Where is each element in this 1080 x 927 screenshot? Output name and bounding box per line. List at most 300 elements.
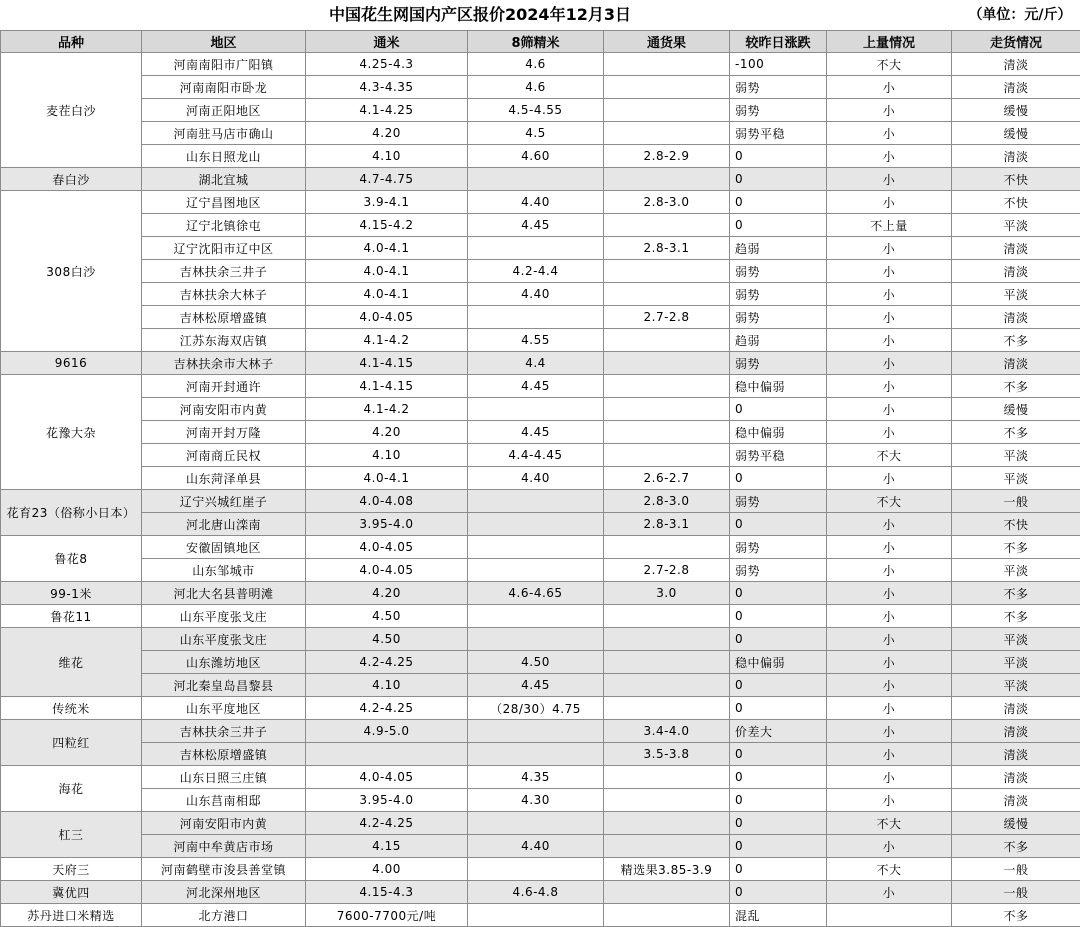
- region-cell: 吉林松原增盛镇: [142, 306, 306, 329]
- column-header: 通货果: [604, 31, 730, 53]
- tongmi-cell: 4.1-4.2: [306, 329, 468, 352]
- change-cell: -100: [730, 53, 827, 76]
- trade-cell: 清淡: [952, 76, 1080, 99]
- supply-cell: 小: [827, 329, 952, 352]
- tongmi-cell: 4.0-4.05: [306, 559, 468, 582]
- title-bar: [0, 0, 1080, 30]
- change-cell: 0: [730, 858, 827, 881]
- change-cell: 趋弱: [730, 237, 827, 260]
- jingmi8-cell: 4.4: [468, 352, 604, 375]
- region-cell: 吉林扶余三井子: [142, 260, 306, 283]
- region-cell: 河北深州地区: [142, 881, 306, 904]
- table-row: [1, 651, 1080, 674]
- supply-cell: 小: [827, 122, 952, 145]
- change-cell: 弱势: [730, 260, 827, 283]
- table-row: [1, 421, 1080, 444]
- change-cell: 0: [730, 513, 827, 536]
- variety-cell: 维花: [1, 628, 142, 697]
- table-row: [1, 559, 1080, 582]
- tonghuoguo-cell: 2.8-2.9: [604, 145, 730, 168]
- supply-cell: 不上量: [827, 214, 952, 237]
- tongmi-cell: 4.10: [306, 444, 468, 467]
- tongmi-cell: 4.2-4.25: [306, 651, 468, 674]
- trade-cell: 清淡: [952, 789, 1080, 812]
- tongmi-cell: 4.15-4.2: [306, 214, 468, 237]
- tonghuoguo-cell: [604, 53, 730, 76]
- change-cell: 弱势: [730, 306, 827, 329]
- trade-cell: 平淡: [952, 214, 1080, 237]
- tonghuoguo-cell: [604, 904, 730, 927]
- trade-cell: 缓慢: [952, 398, 1080, 421]
- table-row: [1, 191, 1080, 214]
- trade-cell: 不多: [952, 582, 1080, 605]
- change-cell: 0: [730, 789, 827, 812]
- table-row: [1, 835, 1080, 858]
- table-row: [1, 168, 1080, 191]
- jingmi8-cell: [468, 398, 604, 421]
- variety-cell: 杠三: [1, 812, 142, 858]
- variety-cell: 麦茬白沙: [1, 53, 142, 168]
- tongmi-cell: 4.1-4.15: [306, 352, 468, 375]
- jingmi8-cell: 4.40: [468, 467, 604, 490]
- supply-cell: 小: [827, 467, 952, 490]
- trade-cell: 清淡: [952, 145, 1080, 168]
- change-cell: 0: [730, 214, 827, 237]
- trade-cell: 清淡: [952, 743, 1080, 766]
- region-cell: 河北秦皇岛昌黎县: [142, 674, 306, 697]
- jingmi8-cell: 4.6: [468, 53, 604, 76]
- tongmi-cell: 4.20: [306, 122, 468, 145]
- table-row: [1, 766, 1080, 789]
- tongmi-cell: 7600-7700元/吨: [306, 904, 468, 927]
- tongmi-cell: 4.20: [306, 421, 468, 444]
- jingmi8-cell: 4.40: [468, 283, 604, 306]
- region-cell: 河南南阳市广阳镇: [142, 53, 306, 76]
- table-row: [1, 720, 1080, 743]
- page-title: 中国花生网国内产区报价2024年12月3日: [0, 0, 960, 30]
- jingmi8-cell: [468, 743, 604, 766]
- variety-cell: 苏丹进口米精选: [1, 904, 142, 927]
- variety-cell: 传统米: [1, 697, 142, 720]
- supply-cell: 小: [827, 99, 952, 122]
- jingmi8-cell: [468, 720, 604, 743]
- header-row: [1, 31, 1080, 53]
- supply-cell: 不大: [827, 490, 952, 513]
- tongmi-cell: 4.10: [306, 145, 468, 168]
- tongmi-cell: 4.0-4.1: [306, 260, 468, 283]
- region-cell: 吉林扶余大林子: [142, 283, 306, 306]
- column-header: 较昨日涨跌: [730, 31, 827, 53]
- tongmi-cell: 4.20: [306, 582, 468, 605]
- trade-cell: 缓慢: [952, 812, 1080, 835]
- change-cell: 趋弱: [730, 329, 827, 352]
- tonghuoguo-cell: [604, 352, 730, 375]
- change-cell: 0: [730, 766, 827, 789]
- change-cell: 0: [730, 835, 827, 858]
- jingmi8-cell: [468, 858, 604, 881]
- tongmi-cell: 4.50: [306, 628, 468, 651]
- region-cell: 山东日照龙山: [142, 145, 306, 168]
- tonghuoguo-cell: [604, 628, 730, 651]
- region-cell: 河南开封万隆: [142, 421, 306, 444]
- table-row: [1, 99, 1080, 122]
- jingmi8-cell: 4.2-4.4: [468, 260, 604, 283]
- region-cell: 山东菏泽单县: [142, 467, 306, 490]
- table-row: [1, 145, 1080, 168]
- column-header: 8筛精米: [468, 31, 604, 53]
- supply-cell: 小: [827, 513, 952, 536]
- region-cell: 河南正阳地区: [142, 99, 306, 122]
- change-cell: 弱势: [730, 490, 827, 513]
- variety-cell: 花育23（俗称小日本）: [1, 490, 142, 536]
- column-header: 地区: [142, 31, 306, 53]
- tonghuoguo-cell: [604, 674, 730, 697]
- change-cell: 弱势: [730, 559, 827, 582]
- tongmi-cell: 3.95-4.0: [306, 513, 468, 536]
- region-cell: 山东莒南相邸: [142, 789, 306, 812]
- tonghuoguo-cell: 3.4-4.0: [604, 720, 730, 743]
- region-cell: 湖北宜城: [142, 168, 306, 191]
- tongmi-cell: 3.9-4.1: [306, 191, 468, 214]
- tongmi-cell: 4.2-4.25: [306, 697, 468, 720]
- trade-cell: 平淡: [952, 283, 1080, 306]
- change-cell: 0: [730, 191, 827, 214]
- supply-cell: 小: [827, 536, 952, 559]
- change-cell: 弱势: [730, 536, 827, 559]
- tonghuoguo-cell: [604, 651, 730, 674]
- column-header: 通米: [306, 31, 468, 53]
- region-cell: 山东潍坊地区: [142, 651, 306, 674]
- tongmi-cell: 4.10: [306, 674, 468, 697]
- table-row: [1, 329, 1080, 352]
- trade-cell: 不多: [952, 536, 1080, 559]
- trade-cell: 清淡: [952, 306, 1080, 329]
- region-cell: 安徽固镇地区: [142, 536, 306, 559]
- supply-cell: 小: [827, 651, 952, 674]
- tonghuoguo-cell: [604, 99, 730, 122]
- tonghuoguo-cell: 2.7-2.8: [604, 306, 730, 329]
- trade-cell: 平淡: [952, 444, 1080, 467]
- table-row: [1, 582, 1080, 605]
- region-cell: 江苏东海双店镇: [142, 329, 306, 352]
- tonghuoguo-cell: [604, 789, 730, 812]
- trade-cell: 不快: [952, 191, 1080, 214]
- jingmi8-cell: 4.30: [468, 789, 604, 812]
- change-cell: 0: [730, 812, 827, 835]
- supply-cell: 小: [827, 168, 952, 191]
- jingmi8-cell: [468, 490, 604, 513]
- jingmi8-cell: [468, 513, 604, 536]
- tonghuoguo-cell: [604, 881, 730, 904]
- tongmi-cell: 4.7-4.75: [306, 168, 468, 191]
- region-cell: 河南开封通许: [142, 375, 306, 398]
- supply-cell: 小: [827, 743, 952, 766]
- change-cell: 弱势: [730, 76, 827, 99]
- jingmi8-cell: 4.55: [468, 329, 604, 352]
- supply-cell: 小: [827, 835, 952, 858]
- region-cell: 山东平度张戈庄: [142, 605, 306, 628]
- table-row: [1, 605, 1080, 628]
- jingmi8-cell: 4.6-4.65: [468, 582, 604, 605]
- supply-cell: 小: [827, 766, 952, 789]
- supply-cell: 不大: [827, 53, 952, 76]
- change-cell: 弱势平稳: [730, 444, 827, 467]
- tonghuoguo-cell: 2.8-3.1: [604, 513, 730, 536]
- change-cell: 0: [730, 743, 827, 766]
- jingmi8-cell: 4.40: [468, 835, 604, 858]
- variety-cell: 9616: [1, 352, 142, 375]
- trade-cell: 缓慢: [952, 99, 1080, 122]
- change-cell: 稳中偏弱: [730, 375, 827, 398]
- tongmi-cell: 3.95-4.0: [306, 789, 468, 812]
- table-row: [1, 283, 1080, 306]
- jingmi8-cell: [468, 605, 604, 628]
- change-cell: 0: [730, 697, 827, 720]
- jingmi8-cell: 4.60: [468, 145, 604, 168]
- supply-cell: 小: [827, 789, 952, 812]
- tonghuoguo-cell: [604, 122, 730, 145]
- change-cell: 价差大: [730, 720, 827, 743]
- tonghuoguo-cell: [604, 168, 730, 191]
- tongmi-cell: [306, 743, 468, 766]
- region-cell: 河南南阳市卧龙: [142, 76, 306, 99]
- region-cell: 河南商丘民权: [142, 444, 306, 467]
- region-cell: 山东邹城市: [142, 559, 306, 582]
- change-cell: 0: [730, 168, 827, 191]
- supply-cell: 小: [827, 582, 952, 605]
- trade-cell: 一般: [952, 490, 1080, 513]
- price-table: [0, 30, 1080, 927]
- tongmi-cell: 4.2-4.25: [306, 812, 468, 835]
- table-row: [1, 881, 1080, 904]
- trade-cell: 平淡: [952, 651, 1080, 674]
- table-row: [1, 697, 1080, 720]
- region-cell: 山东日照三庄镇: [142, 766, 306, 789]
- supply-cell: 小: [827, 191, 952, 214]
- region-cell: 河南安阳市内黄: [142, 812, 306, 835]
- table-row: [1, 375, 1080, 398]
- jingmi8-cell: （28/30）4.75: [468, 697, 604, 720]
- table-row: [1, 306, 1080, 329]
- supply-cell: 小: [827, 352, 952, 375]
- tongmi-cell: 4.1-4.15: [306, 375, 468, 398]
- supply-cell: 小: [827, 881, 952, 904]
- trade-cell: 平淡: [952, 467, 1080, 490]
- region-cell: 河南安阳市内黄: [142, 398, 306, 421]
- table-row: [1, 789, 1080, 812]
- table-row: [1, 352, 1080, 375]
- tonghuoguo-cell: 3.0: [604, 582, 730, 605]
- table-row: [1, 444, 1080, 467]
- change-cell: 混乱: [730, 904, 827, 927]
- column-header: 上量情况: [827, 31, 952, 53]
- supply-cell: 小: [827, 559, 952, 582]
- jingmi8-cell: [468, 168, 604, 191]
- change-cell: 弱势: [730, 352, 827, 375]
- supply-cell: 小: [827, 145, 952, 168]
- supply-cell: 小: [827, 260, 952, 283]
- region-cell: 山东平度地区: [142, 697, 306, 720]
- tongmi-cell: 4.25-4.3: [306, 53, 468, 76]
- supply-cell: 小: [827, 283, 952, 306]
- trade-cell: 清淡: [952, 352, 1080, 375]
- tongmi-cell: 4.0-4.1: [306, 467, 468, 490]
- jingmi8-cell: [468, 536, 604, 559]
- tonghuoguo-cell: 精选果3.85-3.9: [604, 858, 730, 881]
- jingmi8-cell: 4.4-4.45: [468, 444, 604, 467]
- jingmi8-cell: 4.50: [468, 651, 604, 674]
- table-row: [1, 674, 1080, 697]
- tongmi-cell: 4.15: [306, 835, 468, 858]
- region-cell: 河北唐山滦南: [142, 513, 306, 536]
- change-cell: 0: [730, 881, 827, 904]
- jingmi8-cell: 4.6: [468, 76, 604, 99]
- tongmi-cell: 4.3-4.35: [306, 76, 468, 99]
- jingmi8-cell: 4.35: [468, 766, 604, 789]
- trade-cell: 不多: [952, 835, 1080, 858]
- variety-cell: 花豫大杂: [1, 375, 142, 490]
- change-cell: 稳中偏弱: [730, 651, 827, 674]
- region-cell: 吉林扶余市大林子: [142, 352, 306, 375]
- table-row: [1, 743, 1080, 766]
- table-row: [1, 122, 1080, 145]
- jingmi8-cell: 4.5-4.55: [468, 99, 604, 122]
- region-cell: 河南鹤壁市浚县善堂镇: [142, 858, 306, 881]
- supply-cell: 小: [827, 398, 952, 421]
- jingmi8-cell: [468, 904, 604, 927]
- table-row: [1, 904, 1080, 927]
- tonghuoguo-cell: [604, 375, 730, 398]
- tonghuoguo-cell: [604, 283, 730, 306]
- tongmi-cell: 4.0-4.1: [306, 283, 468, 306]
- region-cell: 辽宁昌图地区: [142, 191, 306, 214]
- tongmi-cell: 4.0-4.05: [306, 536, 468, 559]
- tonghuoguo-cell: [604, 605, 730, 628]
- table-row: [1, 858, 1080, 881]
- tongmi-cell: 4.1-4.25: [306, 99, 468, 122]
- tongmi-cell: 4.1-4.2: [306, 398, 468, 421]
- table-row: [1, 53, 1080, 76]
- table-row: [1, 260, 1080, 283]
- tonghuoguo-cell: [604, 329, 730, 352]
- table-row: [1, 812, 1080, 835]
- trade-cell: 清淡: [952, 720, 1080, 743]
- supply-cell: 小: [827, 375, 952, 398]
- table-row: [1, 214, 1080, 237]
- region-cell: 北方港口: [142, 904, 306, 927]
- tonghuoguo-cell: 2.8-3.0: [604, 490, 730, 513]
- trade-cell: 不多: [952, 904, 1080, 927]
- column-header: 品种: [1, 31, 142, 53]
- trade-cell: 清淡: [952, 53, 1080, 76]
- jingmi8-cell: [468, 306, 604, 329]
- supply-cell: 小: [827, 421, 952, 444]
- supply-cell: 不大: [827, 858, 952, 881]
- trade-cell: 一般: [952, 881, 1080, 904]
- tongmi-cell: 4.50: [306, 605, 468, 628]
- tonghuoguo-cell: [604, 76, 730, 99]
- region-cell: 吉林松原增盛镇: [142, 743, 306, 766]
- tonghuoguo-cell: 2.8-3.1: [604, 237, 730, 260]
- supply-cell: 小: [827, 605, 952, 628]
- variety-cell: 冀优四: [1, 881, 142, 904]
- trade-cell: 平淡: [952, 559, 1080, 582]
- supply-cell: 不大: [827, 444, 952, 467]
- change-cell: 弱势: [730, 283, 827, 306]
- jingmi8-cell: 4.45: [468, 214, 604, 237]
- region-cell: 辽宁沈阳市辽中区: [142, 237, 306, 260]
- table-row: [1, 398, 1080, 421]
- change-cell: 0: [730, 467, 827, 490]
- change-cell: 弱势平稳: [730, 122, 827, 145]
- supply-cell: 不大: [827, 812, 952, 835]
- tonghuoguo-cell: 2.6-2.7: [604, 467, 730, 490]
- jingmi8-cell: 4.45: [468, 421, 604, 444]
- variety-cell: 308白沙: [1, 191, 142, 352]
- tonghuoguo-cell: [604, 835, 730, 858]
- change-cell: 0: [730, 674, 827, 697]
- change-cell: 0: [730, 605, 827, 628]
- region-cell: 河南中牟黄店市场: [142, 835, 306, 858]
- region-cell: 吉林扶余三井子: [142, 720, 306, 743]
- tonghuoguo-cell: 2.8-3.0: [604, 191, 730, 214]
- region-cell: 河北大名县普明滩: [142, 582, 306, 605]
- tongmi-cell: 4.0-4.05: [306, 766, 468, 789]
- trade-cell: 不多: [952, 421, 1080, 444]
- jingmi8-cell: [468, 237, 604, 260]
- tonghuoguo-cell: [604, 812, 730, 835]
- tonghuoguo-cell: [604, 398, 730, 421]
- region-cell: 辽宁北镇徐屯: [142, 214, 306, 237]
- tonghuoguo-cell: [604, 260, 730, 283]
- supply-cell: 小: [827, 628, 952, 651]
- unit-label: （单位：元/斤）: [960, 0, 1080, 30]
- tongmi-cell: 4.0-4.05: [306, 306, 468, 329]
- jingmi8-cell: [468, 559, 604, 582]
- table-row: [1, 467, 1080, 490]
- tongmi-cell: 4.00: [306, 858, 468, 881]
- tonghuoguo-cell: [604, 214, 730, 237]
- supply-cell: 小: [827, 720, 952, 743]
- trade-cell: 清淡: [952, 260, 1080, 283]
- tonghuoguo-cell: [604, 536, 730, 559]
- trade-cell: 平淡: [952, 628, 1080, 651]
- trade-cell: 清淡: [952, 766, 1080, 789]
- table-row: [1, 628, 1080, 651]
- change-cell: 0: [730, 145, 827, 168]
- tonghuoguo-cell: 2.7-2.8: [604, 559, 730, 582]
- change-cell: 0: [730, 628, 827, 651]
- variety-cell: 春白沙: [1, 168, 142, 191]
- trade-cell: 不快: [952, 513, 1080, 536]
- tongmi-cell: 4.15-4.3: [306, 881, 468, 904]
- jingmi8-cell: 4.6-4.8: [468, 881, 604, 904]
- table-row: [1, 490, 1080, 513]
- trade-cell: 平淡: [952, 674, 1080, 697]
- trade-cell: 清淡: [952, 697, 1080, 720]
- variety-cell: 四粒红: [1, 720, 142, 766]
- table-row: [1, 76, 1080, 99]
- tonghuoguo-cell: [604, 697, 730, 720]
- supply-cell: 小: [827, 697, 952, 720]
- change-cell: 弱势: [730, 99, 827, 122]
- region-cell: 河南驻马店市确山: [142, 122, 306, 145]
- region-cell: 山东平度张戈庄: [142, 628, 306, 651]
- table-row: [1, 513, 1080, 536]
- jingmi8-cell: [468, 628, 604, 651]
- jingmi8-cell: 4.5: [468, 122, 604, 145]
- tongmi-cell: 4.9-5.0: [306, 720, 468, 743]
